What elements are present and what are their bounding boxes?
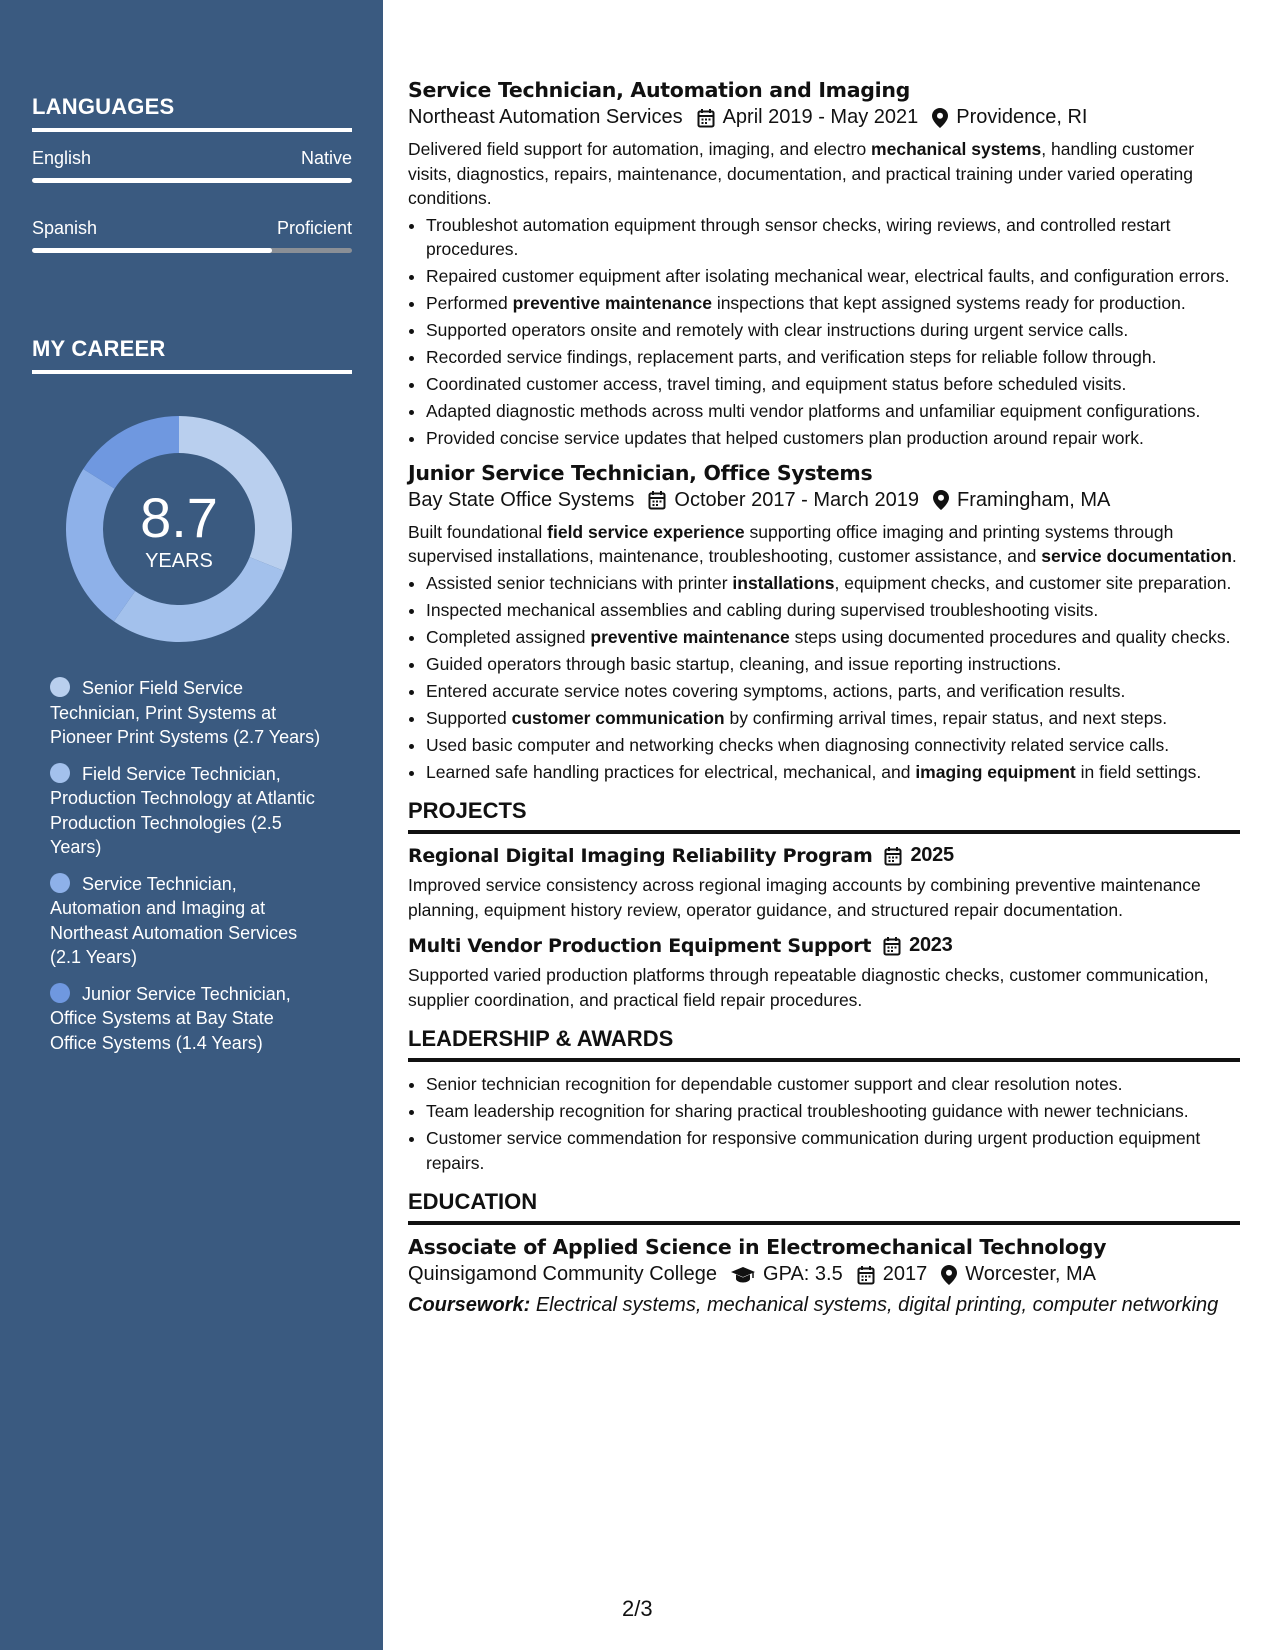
bullet-item: • Entered accurate service notes covering symptoms, actions, parts, and verification results. (426, 679, 1240, 704)
calendar-icon (883, 936, 901, 956)
legend-dot (50, 677, 70, 697)
sidebar (0, 0, 383, 1650)
gpa: GPA: 3.5 (763, 1263, 843, 1285)
career-legend-item (50, 872, 325, 970)
language-proficiency-bar (32, 178, 352, 183)
legend-dot (50, 763, 70, 783)
language-proficiency-fill (32, 248, 272, 253)
leadership-item: • Senior technician recognition for dependable customer support and clear resolution notes. (426, 1072, 1240, 1097)
bullet-item: • Recorded service findings, replacement parts, and verification steps for reliable follow through. (426, 345, 1240, 370)
project-title-row (408, 844, 1240, 867)
bullet-item: • Assisted senior technicians with printer installations, equipment checks, and customer site preparation. (426, 571, 1240, 596)
language-level: Proficient (276, 218, 352, 238)
job-dates: October 2017 - March 2019 (674, 488, 919, 511)
bullet-item: • Inspected mechanical assemblies and cabling during supervised troubleshooting visits. (426, 598, 1240, 623)
project-year: 2023 (909, 934, 953, 956)
bullet-item: • Performed preventive maintenance inspections that kept assigned systems ready for production. (426, 291, 1240, 316)
language-name: English (32, 148, 92, 168)
school-name: Quinsigamond Community College (408, 1263, 718, 1285)
job-bullets (408, 213, 1240, 451)
project-description: Supported varied production platforms through repeatable diagnostic checks, customer communication, supplier coordination, and practical field repair procedures. (408, 965, 1209, 1010)
career-heading: MY CAREER (32, 336, 352, 374)
job-description: Built foundational field service experience supporting office imaging and printing systems through supervised installations, maintenance, troubleshooting, customer assistance, and service documentation. (408, 521, 1237, 566)
career-legend-label: Service Technician, Automation and Imaging at Northeast Automation Services (2.1 Years) (50, 873, 298, 967)
job-meta (408, 489, 1240, 512)
legend-dot (50, 873, 70, 893)
legend-dot (50, 983, 70, 1003)
project-title: Regional Digital Imaging Reliability Program (408, 844, 873, 867)
calendar-icon (648, 490, 666, 510)
bullet-item: • Provided concise service updates that helped customers plan production around repair work. (426, 426, 1240, 451)
coursework-label: Coursework: (408, 1294, 531, 1316)
job-title: Service Technician, Automation and Imaging (408, 78, 911, 102)
language-name: Spanish (32, 218, 98, 238)
calendar-icon (857, 1265, 875, 1285)
job-bullets (408, 571, 1240, 785)
project-title: Multi Vendor Production Equipment Support (408, 934, 872, 957)
language-proficiency-bar (32, 248, 352, 253)
language-level: Native (300, 148, 352, 168)
calendar-icon (884, 846, 902, 866)
job-entry (408, 461, 1240, 785)
main-content (408, 78, 1240, 1317)
company-name: Bay State Office Systems (408, 488, 635, 511)
bullet-item: • Used basic computer and networking checks when diagnosing connectivity related service calls. (426, 733, 1240, 758)
career-legend-label: Junior Service Technician, Office Systems at Bay State Office Systems (1.4 Years) (50, 983, 291, 1053)
job-meta (408, 106, 1240, 129)
school-location: Worcester, MA (965, 1263, 1096, 1285)
career-total-years: 8.7 (140, 486, 218, 549)
map-pin-icon (932, 108, 948, 128)
languages-heading: LANGUAGES (32, 94, 352, 132)
career-donut-chart (66, 416, 292, 642)
career-years-unit: YEARS (145, 550, 213, 572)
job-location: Framingham, MA (956, 488, 1111, 511)
bullet-item: • Learned safe handling practices for electrical, mechanical, and imaging equipment in field settings. (426, 760, 1240, 785)
bullet-item: • Coordinated customer access, travel timing, and equipment status before scheduled visits. (426, 372, 1240, 397)
coursework (408, 1294, 1240, 1317)
job-entry (408, 78, 1240, 451)
graduation-cap-icon (731, 1266, 755, 1284)
leadership-heading: LEADERSHIP & AWARDS (408, 1026, 1240, 1062)
career-legend-item (50, 676, 325, 750)
education-heading: EDUCATION (408, 1189, 1240, 1225)
education-meta (408, 1263, 1240, 1286)
degree-title: Associate of Applied Science in Electromechanical Technology (408, 1235, 1107, 1259)
career-legend-label: Senior Field Service Technician, Print Systems at Pioneer Print Systems (2.7 Years) (50, 678, 321, 747)
bullet-item: • Troubleshot automation equipment through sensor checks, wiring reviews, and controlled restart procedures. (426, 213, 1240, 262)
career-legend-item (50, 982, 325, 1056)
job-title: Junior Service Technician, Office Systems (408, 460, 873, 485)
donut-center (66, 416, 292, 642)
map-pin-icon (941, 1265, 957, 1285)
map-pin-icon (933, 490, 949, 510)
job-location: Providence, RI (956, 106, 1088, 128)
page-number: 2/3 (622, 1596, 653, 1621)
bullet-item: • Guided operators through basic startup, cleaning, and issue reporting instructions. (426, 652, 1240, 677)
leadership-list (408, 1072, 1240, 1175)
bullet-item: • Repaired customer equipment after isolating mechanical wear, electrical faults, and configuration errors. (426, 264, 1240, 289)
career-legend (50, 676, 325, 1067)
career-legend-label: Field Service Technician, Production Technology at Atlantic Production Technologies (2.5 Years) (50, 763, 315, 857)
bullet-item: • Supported operators onsite and remotely with clear instructions during urgent service calls. (426, 318, 1240, 343)
project-year: 2025 (910, 844, 954, 866)
graduation-year: 2017 (882, 1263, 928, 1285)
bullet-item: • Supported customer communication by confirming arrival times, repair status, and next steps. (426, 706, 1240, 731)
job-description: Delivered field support for automation, imaging, and electro mechanical systems, handling customer visits, diagnostics, repairs, maintenance, documentation, and practical training under varied operating conditions. (408, 139, 1195, 208)
bullet-item: • Completed assigned preventive maintenance steps using documented procedures and quality checks. (426, 625, 1240, 650)
company-name: Northeast Automation Services (408, 106, 683, 128)
coursework-text: Electrical systems, mechanical systems, digital printing, computer networking (535, 1294, 1219, 1316)
language-proficiency-fill (32, 178, 352, 183)
job-dates: April 2019 - May 2021 (722, 106, 919, 128)
project-description: Improved service consistency across regional imaging accounts by combining preventive maintenance planning, equipment history review, operator guidance, and structured repair documentation. (408, 875, 1201, 920)
projects-heading: PROJECTS (408, 798, 1240, 834)
bullet-item: • Adapted diagnostic methods across multi vendor platforms and unfamiliar equipment configurations. (426, 399, 1240, 424)
leadership-item: • Team leadership recognition for sharing practical troubleshooting guidance with newer technicians. (426, 1099, 1240, 1124)
project-title-row (408, 934, 1240, 957)
career-legend-item (50, 762, 325, 860)
calendar-icon (697, 108, 715, 128)
project-entry (408, 934, 1240, 1012)
leadership-item: • Customer service commendation for responsive communication during urgent production equipment repairs. (426, 1126, 1240, 1175)
project-entry (408, 844, 1240, 922)
